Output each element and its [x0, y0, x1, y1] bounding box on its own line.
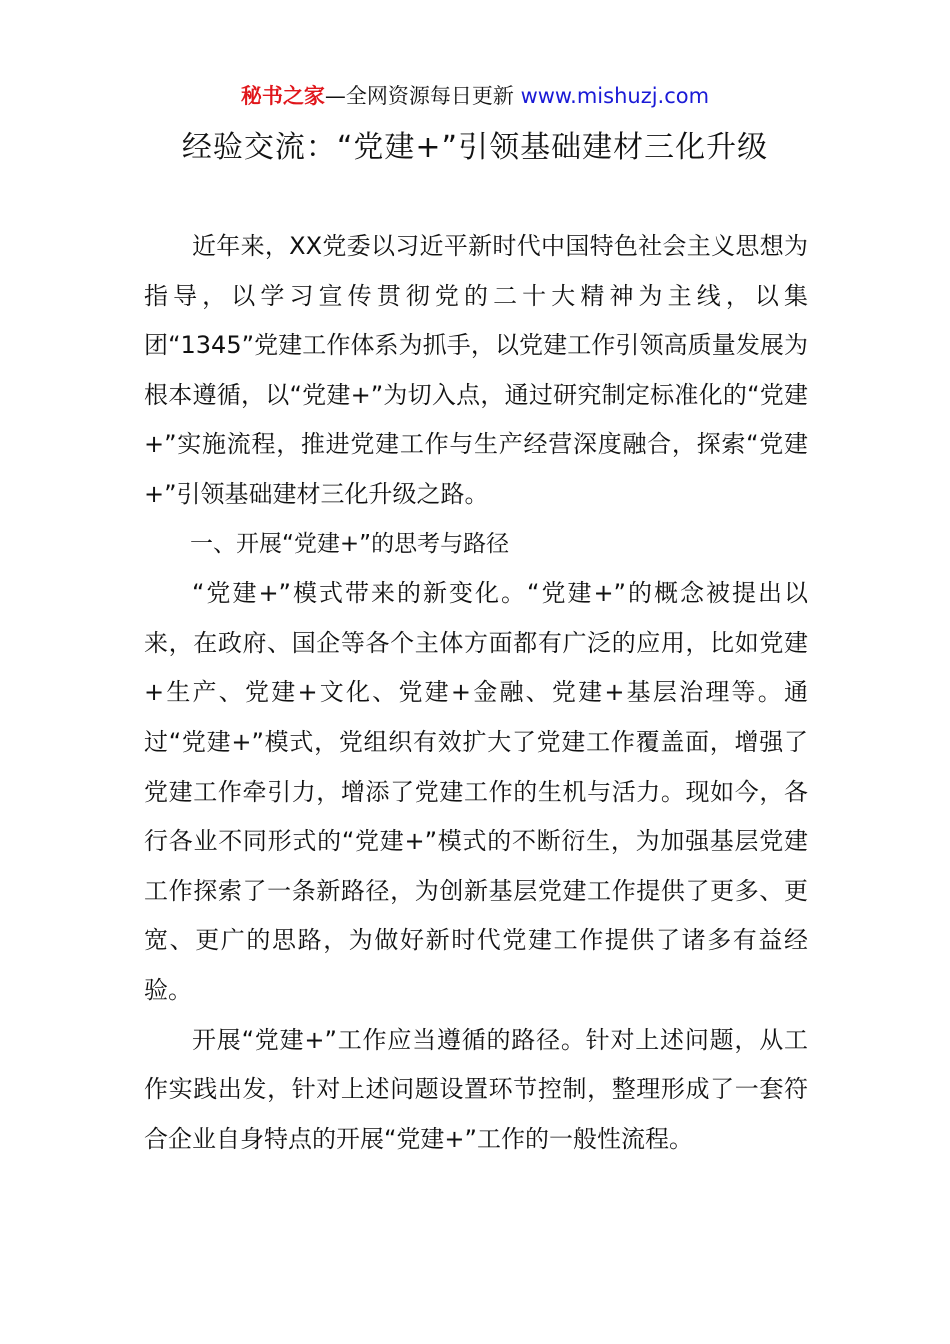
- paragraph-intro: 近年来，XX党委以习近平新时代中国特色社会主义思想为指导，以学习宣传贯彻党的二十大精神为主线，以集团“1345”党建工作体系为抓手，以党建工作引领高质量发展为根本遵循，以“党建+”为切入点，通过研究制定标准化的“党建+”实施流程，推进党建工作与生产经营深度融合，探索“党建+”引领基础建材三化升级之路。: [144, 232, 808, 508]
- site-url-link[interactable]: www.mishuzj.com: [520, 84, 710, 108]
- site-tagline: —全网资源每日更新: [324, 84, 521, 108]
- paragraph-path: 开展“党建+”工作应当遵循的路径。针对上述问题，从工作实践出发，针对上述问题设置环节控制，整理形成了一套符合企业自身特点的开展“党建+”工作的一般性流程。: [144, 1025, 808, 1153]
- site-header: [0, 80, 950, 112]
- document-title: 经验交流：“党建+”引领基础建材三化升级: [181, 130, 769, 165]
- site-brand: 秘书之家: [240, 84, 325, 108]
- section-heading: 一、开展“党建+”的思考与路径: [190, 530, 510, 557]
- paragraph-new-changes: “党建+”模式带来的新变化。“党建+”的概念被提出以来，在政府、国企等各个主体方面都有广泛的应用，比如党建+生产、党建+文化、党建+金融、党建+基层治理等。通过“党建+”模式，党组织有效扩大了党建工作覆盖面，增强了党建工作牵引力，增添了党建工作的生机与活力。现如今，各行各业不同形式的“党建+”模式的不断衍生，为加强基层党建工作探索了一条新路径，为创新基层党建工作提供了更多、更宽、更广的思路，为做好新时代党建工作提供了诸多有益经验。: [144, 579, 808, 1004]
- document-body: [144, 222, 808, 1164]
